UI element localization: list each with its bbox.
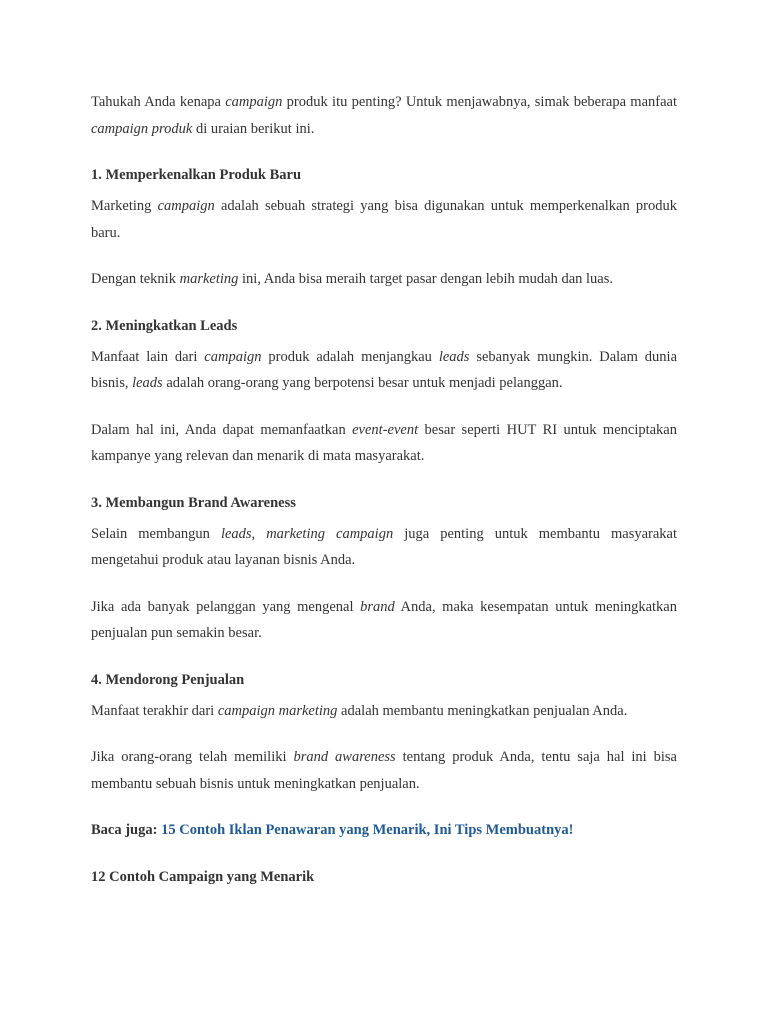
section-2-paragraph-2: Dalam hal ini, Anda dapat memanfaatkan event-event besar seperti HUT RI untuk menciptakan kampanye yang relevan dan menarik di mata masyarakat.	[91, 421, 677, 464]
read-also-label: Baca juga:	[91, 822, 162, 838]
section-heading-2: 2. Meningkatkan Leads	[91, 317, 238, 334]
section-4-paragraph-2: Jika orang-orang telah memiliki brand awareness tentang produk Anda, tentu saja hal ini bisa membantu sebuah bisnis untuk meningkatkan penjualan.	[91, 749, 677, 792]
section-heading-3: 3. Membangun Brand Awareness	[91, 494, 296, 511]
section-2-paragraph-1: Manfaat lain dari campaign produk adalah menjangkau leads sebanyak mungkin. Dalam dunia bisnis, leads adalah orang-orang yang berpotensi besar untuk menjadi pelanggan.	[91, 348, 678, 391]
section-heading-4: 4. Mendorong Penjualan	[91, 671, 245, 688]
read-also-link[interactable]: 15 Contoh Iklan Penawaran yang Menarik, Ini Tips Membuatnya!	[161, 822, 574, 838]
section-1-paragraph-1: Marketing campaign adalah sebuah strategi yang bisa digunakan untuk memperkenalkan produk baru.	[91, 198, 677, 241]
intro-paragraph: Tahukah Anda kenapa campaign produk itu penting? Untuk menjawabnya, simak beberapa manfaat campaign produk di uraian berikut ini.	[91, 94, 677, 137]
section-1-paragraph-2: Dengan teknik marketing ini, Anda bisa meraih target pasar dengan lebih mudah dan luas.	[91, 271, 614, 287]
section-4-paragraph-1: Manfaat terakhir dari campaign marketing adalah membantu meningkatkan penjualan Anda.	[91, 702, 628, 719]
next-section-heading: 12 Contoh Campaign yang Menarik	[91, 868, 315, 885]
section-3-paragraph-1: Selain membangun leads, marketing campaign juga penting untuk membantu masyarakat mengetahui produk atau layanan bisnis Anda.	[91, 525, 677, 568]
article-body	[91, 89, 677, 895]
read-also	[91, 817, 677, 844]
section-heading-1: 1. Memperkenalkan Produk Baru	[91, 167, 302, 183]
section-3-paragraph-2: Jika ada banyak pelanggan yang mengenal brand Anda, maka kesempatan untuk meningkatkan penjualan pun semakin besar.	[91, 598, 677, 641]
